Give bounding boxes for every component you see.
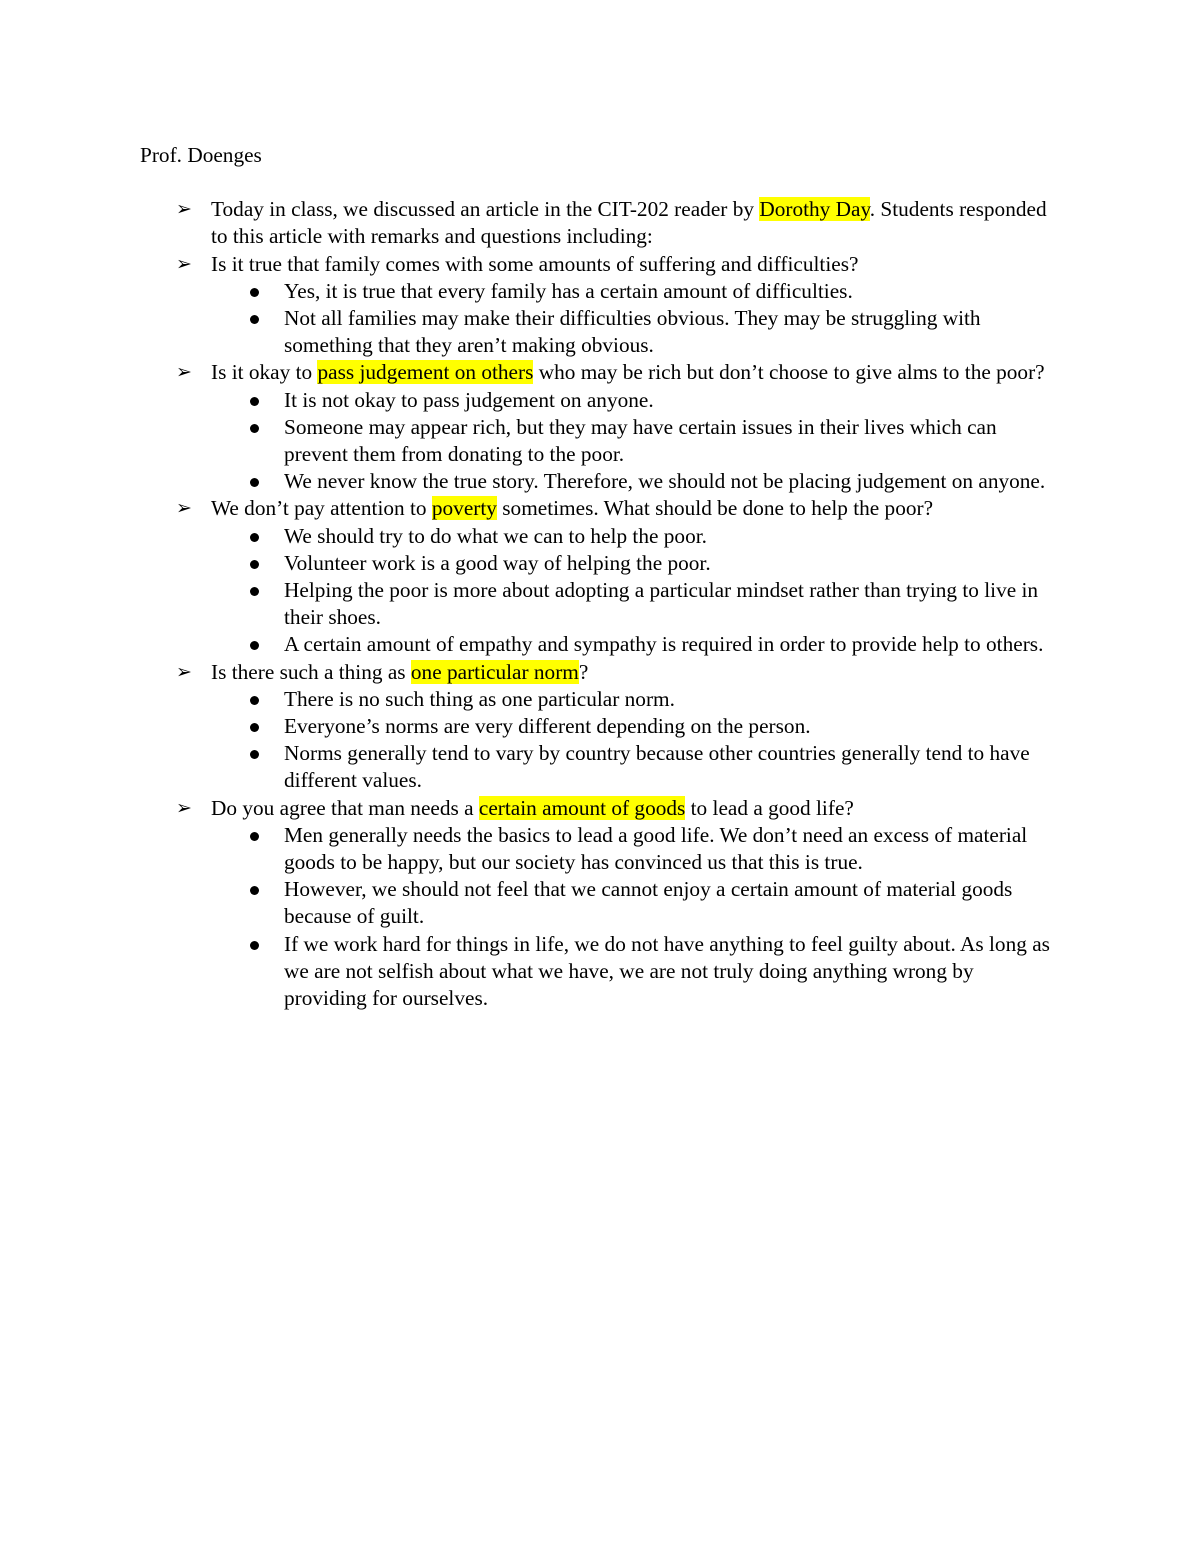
- question-text: [211, 252, 858, 276]
- bullet-icon: [250, 478, 259, 487]
- question-text-segment: Is there such a thing as: [211, 659, 411, 684]
- question-text: [211, 197, 1047, 248]
- answer-text: There is no such thing as one particular norm.: [284, 686, 675, 711]
- question-item: [140, 795, 1060, 1013]
- bullet-icon: [250, 750, 259, 759]
- question-text-segment: Do you agree that man needs a: [211, 795, 479, 820]
- arrowhead-icon: ➢: [176, 252, 192, 275]
- answer-item: [211, 876, 1060, 930]
- answer-list: [211, 686, 1060, 795]
- answer-item: [211, 278, 1060, 305]
- answer-text: We never know the true story. Therefore, we should not be placing judgement on anyone.: [284, 469, 1046, 494]
- question-text-segment: Today in class, we discussed an article in the CIT-202 reader by: [211, 197, 760, 222]
- answer-item: [211, 414, 1060, 468]
- question-item: [140, 495, 1060, 658]
- arrowhead-icon: ➢: [176, 796, 192, 819]
- highlighted-phrase: pass judgement on others: [317, 360, 534, 385]
- answer-item: [211, 387, 1060, 414]
- answer-item: [211, 305, 1060, 359]
- arrowhead-icon: ➢: [176, 660, 192, 683]
- bullet-icon: [250, 832, 259, 841]
- answer-item: [211, 631, 1060, 658]
- answer-text: However, we should not feel that we cannot enjoy a certain amount of material goods because of guilt.: [284, 877, 1013, 929]
- bullet-icon: [250, 288, 259, 297]
- highlighted-phrase: certain amount of goods: [478, 795, 686, 820]
- highlighted-phrase: one particular norm: [410, 659, 579, 684]
- question-text-segment: sometimes. What should be done to help the poor?: [496, 496, 934, 521]
- arrowhead-icon: ➢: [176, 198, 192, 221]
- question-item: [140, 196, 1060, 250]
- bullet-icon: [250, 723, 259, 732]
- question-item: [140, 659, 1060, 795]
- question-text-segment: Is it okay to: [211, 360, 318, 385]
- question-text-segment: Is it true that family comes with some amounts of suffering and difficulties?: [211, 251, 859, 276]
- answer-text: Everyone’s norms are very different depending on the person.: [284, 714, 811, 739]
- question-text-segment: who may be rich but don’t choose to give alms to the poor?: [533, 360, 1045, 385]
- bullet-icon: [250, 886, 259, 895]
- bullet-icon: [250, 560, 259, 569]
- answer-item: [211, 686, 1060, 713]
- document-body: [140, 142, 1060, 1012]
- answer-text: Volunteer work is a good way of helping the poor.: [284, 550, 711, 575]
- highlighted-phrase: poverty: [431, 496, 497, 521]
- question-text: [211, 360, 1045, 384]
- answer-text: A certain amount of empathy and sympathy is required in order to provide help to others.: [284, 632, 1044, 657]
- highlighted-phrase: Dorothy Day: [759, 197, 870, 222]
- answer-text: Someone may appear rich, but they may have certain issues in their lives which can prevent them from donating to the poor.: [284, 414, 997, 467]
- answer-item: [211, 740, 1060, 794]
- bullet-icon: [250, 533, 259, 542]
- bullet-icon: [250, 641, 259, 650]
- answer-text: Men generally needs the basics to lead a good life. We don’t need an excess of material goods to be happy, but our society has convinced us that this is true.: [284, 822, 1028, 875]
- answer-item: [211, 550, 1060, 577]
- answer-text: Helping the poor is more about adopting a particular mindset rather than trying to live in their shoes.: [284, 578, 1039, 630]
- question-text: [211, 796, 854, 820]
- question-text-segment: . Students responded to this article with remarks and questions including:: [211, 197, 1047, 249]
- question-item: [140, 251, 1060, 360]
- bullet-icon: [250, 941, 259, 950]
- bullet-icon: [250, 424, 259, 433]
- answer-item: [211, 822, 1060, 876]
- bullet-icon: [250, 397, 259, 406]
- answer-item: [211, 713, 1060, 740]
- answer-list: [211, 278, 1060, 360]
- question-text: [211, 660, 588, 684]
- question-text: [211, 496, 933, 520]
- answer-list: [211, 387, 1060, 496]
- answer-item: [211, 931, 1060, 1013]
- answer-text: Yes, it is true that every family has a certain amount of difficulties.: [284, 278, 853, 303]
- answer-text: It is not okay to pass judgement on anyone.: [284, 387, 654, 412]
- bullet-icon: [250, 315, 259, 324]
- answer-item: [211, 468, 1060, 495]
- answer-text: We should try to do what we can to help the poor.: [284, 523, 707, 548]
- question-list: [140, 196, 1060, 1012]
- answer-text: Not all families may make their difficulties obvious. They may be struggling with something that they aren’t making obvious.: [284, 306, 981, 358]
- question-item: [140, 359, 1060, 495]
- document-header: Prof. Doenges: [140, 143, 262, 167]
- question-text-segment: to lead a good life?: [685, 795, 854, 820]
- answer-text: Norms generally tend to vary by country because other countries generally tend to have different values.: [284, 741, 1030, 793]
- answer-list: [211, 523, 1060, 659]
- question-text-segment: We don’t pay attention to: [211, 496, 432, 521]
- question-text-segment: ?: [578, 659, 589, 684]
- answer-item: [211, 523, 1060, 550]
- arrowhead-icon: ➢: [176, 361, 192, 384]
- arrowhead-icon: ➢: [176, 497, 192, 520]
- answer-item: [211, 577, 1060, 631]
- answer-text: If we work hard for things in life, we do not have anything to feel guilty about. As long as we are not selfish about what we have, we are not truly doing anything wrong by providing for ourselves.: [284, 931, 1050, 1011]
- bullet-icon: [250, 696, 259, 705]
- answer-list: [211, 822, 1060, 1012]
- bullet-icon: [250, 587, 259, 596]
